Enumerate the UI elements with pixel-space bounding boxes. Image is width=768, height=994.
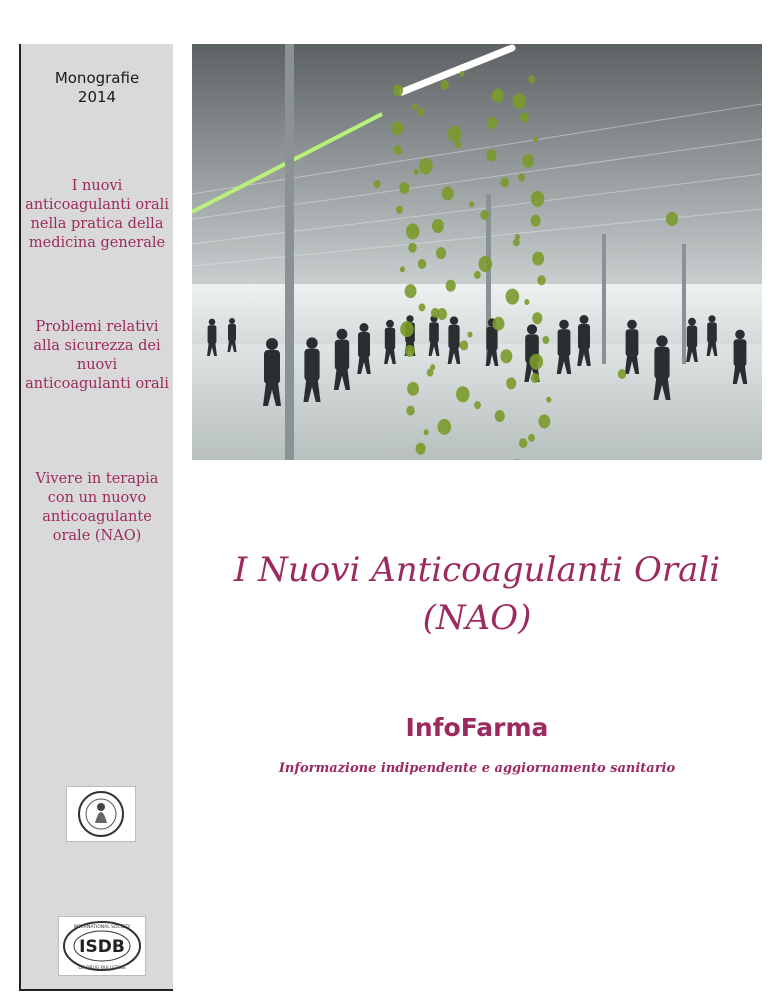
green-dot [414,169,419,175]
green-dot [486,149,496,161]
green-dot [474,271,481,279]
green-dot [528,434,535,442]
green-dot [408,243,417,253]
green-dot [513,238,520,246]
green-dot [400,321,414,337]
green-dot [460,340,469,350]
main-title-line1: I Nuovi Anticoagulanti Orali [233,550,721,590]
green-dot [405,284,417,298]
green-dot [419,158,433,174]
green-dot [374,180,381,188]
green-dot [440,80,449,90]
green-dot [418,259,427,269]
green-dot [522,154,534,168]
main-title-line2: (NAO) [422,598,532,638]
green-dot [393,84,403,96]
green-dot [543,336,550,344]
green-dot [456,386,470,402]
green-dot [520,112,529,122]
green-dot [407,382,419,396]
green-dot [506,289,520,305]
green-dot [406,406,415,416]
green-dot [666,212,678,226]
green-dot [538,414,550,428]
main-title [192,546,762,642]
green-dot [513,93,527,109]
green-dot [492,89,504,103]
sidebar-header [21,69,173,107]
green-dot [396,206,403,214]
green-dot [427,369,434,377]
green-dot [436,247,446,259]
green-dot [519,438,528,448]
green-dot [438,419,452,435]
green-dot [455,141,462,149]
green-dot [437,308,447,320]
green-dot [412,104,417,110]
cover-photo-illustration [192,44,762,460]
green-dot [394,145,403,155]
green-dot [432,219,444,233]
green-dot [478,256,492,272]
green-dot [500,349,512,363]
green-dot [469,201,474,207]
green-dot [501,178,510,188]
green-dot [474,401,481,409]
green-dot [487,117,497,129]
green-dot [618,369,627,379]
green-dot [530,215,540,227]
tagline: Informazione indipendente e aggiornamento sanitario [278,761,676,776]
topic-2: Problemi relativi alla sicurezza dei nuovi anticoagulanti orali [25,319,169,392]
green-dot [531,191,545,207]
isdb-logo-letters: ISDB [79,937,125,957]
isdb-ring-bottom: OF DRUG BULLETINS [78,966,126,971]
green-dot [416,443,426,455]
green-dot [533,136,538,142]
green-dot [424,429,429,435]
green-dot [406,223,420,239]
green-dot [528,75,535,83]
isdb-ring-top: INTERNATIONAL SOCIETY [73,925,131,930]
green-dot [480,210,489,220]
green-dot [518,173,525,181]
cover-photo [192,44,762,460]
green-dot [529,354,543,370]
green-dot [532,312,542,324]
green-dot [546,397,551,403]
brand-name: InfoFarma [405,713,549,742]
green-dot [448,126,462,142]
green-dot [524,299,529,305]
green-dot [531,373,540,383]
green-dot [392,121,404,135]
green-dot [467,332,472,338]
green-dot [537,275,546,285]
green-dot [532,252,544,266]
society-seal-logo [66,786,136,842]
green-dot [442,186,454,200]
green-dot [400,266,405,272]
green-dot [405,345,415,357]
green-dot [459,71,464,77]
green-dot [493,317,505,331]
isdb-logo [58,916,146,976]
green-dot [506,377,516,389]
topic-1: I nuovi anticoagulanti orali nella pratica della medicina generale [25,178,169,251]
sidebar [19,44,173,991]
green-dot [399,182,409,194]
topic-3: Vivere in terapia con un nuovo anticoagulante orale (NAO) [35,471,159,544]
green-dot [419,303,426,311]
green-dot [417,108,424,116]
sidebar-header-text: Monografie 2014 [54,69,140,106]
green-dot [446,280,456,292]
green-dot [495,410,505,422]
